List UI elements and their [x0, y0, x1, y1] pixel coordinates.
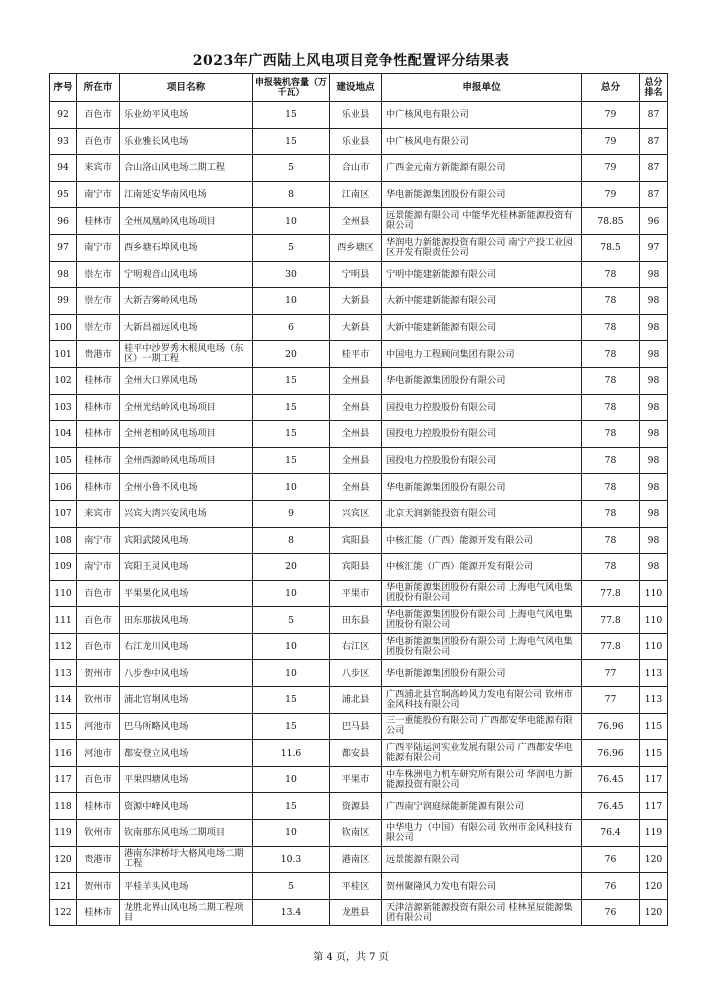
cell-score: 79 [582, 181, 640, 208]
cell-score: 76.45 [582, 793, 640, 820]
cell-location: 西乡塘区 [330, 234, 382, 261]
cell-applicant: 中广核风电有限公司 [382, 128, 582, 155]
cell-capacity: 5 [253, 873, 330, 900]
cell-rank: 97 [640, 234, 668, 261]
table-row [50, 899, 668, 926]
cell-no: 116 [50, 740, 77, 767]
cell-score: 76.45 [582, 766, 640, 793]
cell-location: 宁明县 [330, 261, 382, 288]
table-row [50, 314, 668, 341]
cell-capacity: 13.4 [253, 899, 330, 926]
cell-location: 全州县 [330, 208, 382, 235]
cell-no: 105 [50, 447, 77, 474]
cell-rank: 110 [640, 607, 668, 634]
cell-no: 106 [50, 474, 77, 501]
cell-score: 78.85 [582, 208, 640, 235]
cell-location: 巴马县 [330, 713, 382, 740]
cell-no: 115 [50, 713, 77, 740]
cell-rank: 113 [640, 660, 668, 687]
cell-applicant: 华润电力新能源投资有限公司 南宁产投工业园区开发有限责任公司 [382, 234, 582, 261]
table-row [50, 687, 668, 714]
cell-project: 巴马所略风电场 [120, 713, 253, 740]
cell-no: 111 [50, 607, 77, 634]
cell-rank: 96 [640, 208, 668, 235]
cell-location: 港南区 [330, 846, 382, 873]
cell-city: 崇左市 [77, 288, 120, 315]
cell-project: 平果四塘风电场 [120, 766, 253, 793]
cell-location: 宾阳县 [330, 554, 382, 581]
cell-capacity: 15 [253, 421, 330, 448]
cell-rank: 98 [640, 261, 668, 288]
cell-location: 大新县 [330, 314, 382, 341]
cell-applicant: 中核汇能（广西）能源开发有限公司 [382, 554, 582, 581]
cell-no: 95 [50, 181, 77, 208]
cell-score: 78 [582, 527, 640, 554]
cell-location: 全州县 [330, 367, 382, 394]
cell-applicant: 大新中能建新能源有限公司 [382, 314, 582, 341]
cell-no: 117 [50, 766, 77, 793]
cell-rank: 87 [640, 128, 668, 155]
cell-city: 百色市 [77, 633, 120, 660]
header-score: 总分 [582, 74, 640, 102]
cell-project: 宁明观音山风电场 [120, 261, 253, 288]
table-row [50, 208, 668, 235]
cell-location: 平桂区 [330, 873, 382, 900]
cell-project: 兴宾大湾兴安风电场 [120, 500, 253, 527]
cell-no: 114 [50, 687, 77, 714]
cell-score: 78 [582, 394, 640, 421]
table-row [50, 341, 668, 368]
cell-capacity: 8 [253, 527, 330, 554]
cell-score: 76.96 [582, 740, 640, 767]
cell-capacity: 10 [253, 633, 330, 660]
cell-location: 乐业县 [330, 128, 382, 155]
cell-location: 全州县 [330, 474, 382, 501]
cell-project: 八步巻中风电场 [120, 660, 253, 687]
cell-rank: 98 [640, 314, 668, 341]
cell-applicant: 中车株洲电力机车研究所有限公司 华润电力新能源投资有限公司 [382, 766, 582, 793]
header-rank: 总分排名 [640, 74, 668, 102]
cell-location: 宾阳县 [330, 527, 382, 554]
table-row [50, 554, 668, 581]
table-row [50, 740, 668, 767]
cell-score: 77 [582, 660, 640, 687]
cell-capacity: 10 [253, 474, 330, 501]
cell-capacity: 30 [253, 261, 330, 288]
table-row [50, 474, 668, 501]
cell-location: 全州县 [330, 394, 382, 421]
cell-project: 田东那拔风电场 [120, 607, 253, 634]
table-row [50, 820, 668, 847]
cell-applicant: 中广核风电有限公司 [382, 102, 582, 129]
cell-applicant: 三一重能股份有限公司 广西都安华电能源有限公司 [382, 713, 582, 740]
cell-no: 96 [50, 208, 77, 235]
cell-rank: 98 [640, 341, 668, 368]
cell-capacity: 15 [253, 447, 330, 474]
table-row [50, 128, 668, 155]
cell-score: 76.4 [582, 820, 640, 847]
cell-applicant: 广西南宁润庭绿能新能源有限公司 [382, 793, 582, 820]
cell-project: 乐业雅长风电场 [120, 128, 253, 155]
cell-location: 乐业县 [330, 102, 382, 129]
cell-capacity: 8 [253, 181, 330, 208]
cell-capacity: 5 [253, 234, 330, 261]
cell-capacity: 20 [253, 341, 330, 368]
cell-no: 101 [50, 341, 77, 368]
cell-capacity: 9 [253, 500, 330, 527]
cell-no: 97 [50, 234, 77, 261]
cell-capacity: 15 [253, 793, 330, 820]
cell-location: 平果市 [330, 766, 382, 793]
cell-score: 78 [582, 500, 640, 527]
cell-project: 港南东津桥圩大格风电场二期工程 [120, 846, 253, 873]
header-applicant: 申报单位 [382, 74, 582, 102]
table-row [50, 181, 668, 208]
cell-applicant: 广西金元南方新能源有限公司 [382, 155, 582, 182]
cell-score: 76 [582, 846, 640, 873]
cell-location: 八步区 [330, 660, 382, 687]
cell-rank: 115 [640, 740, 668, 767]
cell-project: 平果果化风电场 [120, 580, 253, 607]
header-project: 项目名称 [120, 74, 253, 102]
cell-project: 平桂羊头风电场 [120, 873, 253, 900]
cell-city: 崇左市 [77, 261, 120, 288]
cell-city: 桂林市 [77, 899, 120, 926]
cell-project: 大新昌福远风电场 [120, 314, 253, 341]
cell-project: 全州凤凰岭风电场项目 [120, 208, 253, 235]
cell-applicant: 天津洁源新能源投资有限公司 桂林星辰能源集团有限公司 [382, 899, 582, 926]
cell-location: 合山市 [330, 155, 382, 182]
cell-city: 桂林市 [77, 421, 120, 448]
cell-city: 来宾市 [77, 155, 120, 182]
cell-applicant: 国投电力控股股份有限公司 [382, 421, 582, 448]
cell-capacity: 15 [253, 687, 330, 714]
cell-capacity: 5 [253, 155, 330, 182]
cell-score: 78 [582, 554, 640, 581]
page-title: 2023年广西陆上风电项目竞争性配置评分结果表 [192, 53, 510, 69]
cell-location: 钦南区 [330, 820, 382, 847]
cell-no: 103 [50, 394, 77, 421]
cell-city: 崇左市 [77, 314, 120, 341]
cell-location: 龙胜县 [330, 899, 382, 926]
cell-applicant: 华电新能源集团股份有限公司 上海电气风电集团股份有限公司 [382, 580, 582, 607]
cell-capacity: 10 [253, 766, 330, 793]
cell-location: 田东县 [330, 607, 382, 634]
cell-rank: 98 [640, 367, 668, 394]
table-row [50, 102, 668, 129]
cell-no: 109 [50, 554, 77, 581]
cell-capacity: 15 [253, 367, 330, 394]
table-row [50, 394, 668, 421]
cell-city: 贵港市 [77, 846, 120, 873]
cell-capacity: 5 [253, 607, 330, 634]
cell-rank: 98 [640, 447, 668, 474]
cell-applicant: 远景能源有限公司 中能华光桂林新能源投资有限公司 [382, 208, 582, 235]
cell-location: 平果市 [330, 580, 382, 607]
cell-city: 百色市 [77, 102, 120, 129]
cell-rank: 110 [640, 580, 668, 607]
table-row [50, 447, 668, 474]
cell-project: 西乡塘石埠风电场 [120, 234, 253, 261]
cell-applicant: 华电新能源集团股份有限公司 [382, 660, 582, 687]
cell-no: 99 [50, 288, 77, 315]
cell-applicant: 北京天润新能投资有限公司 [382, 500, 582, 527]
cell-score: 78.5 [582, 234, 640, 261]
cell-score: 78 [582, 341, 640, 368]
cell-project: 浦北官垌风电场 [120, 687, 253, 714]
cell-rank: 120 [640, 873, 668, 900]
cell-location: 全州县 [330, 421, 382, 448]
cell-rank: 117 [640, 793, 668, 820]
cell-applicant: 广西平陆运河实业发展有限公司 广西都安华电能源有限公司 [382, 740, 582, 767]
cell-project: 钦南那东风电场二期项目 [120, 820, 253, 847]
cell-city: 南宁市 [77, 234, 120, 261]
cell-rank: 120 [640, 846, 668, 873]
cell-no: 121 [50, 873, 77, 900]
cell-city: 钦州市 [77, 820, 120, 847]
cell-no: 122 [50, 899, 77, 926]
header-no: 序号 [50, 74, 77, 102]
cell-no: 108 [50, 527, 77, 554]
results-table [49, 73, 668, 926]
table-header-row [50, 74, 668, 102]
cell-no: 93 [50, 128, 77, 155]
cell-no: 110 [50, 580, 77, 607]
cell-capacity: 10.3 [253, 846, 330, 873]
cell-rank: 115 [640, 713, 668, 740]
cell-applicant: 华电新能源集团股份有限公司 [382, 367, 582, 394]
cell-no: 102 [50, 367, 77, 394]
cell-no: 113 [50, 660, 77, 687]
cell-project: 龙胜北界山风电场二期工程项目 [120, 899, 253, 926]
table-row [50, 766, 668, 793]
cell-score: 78 [582, 261, 640, 288]
cell-score: 79 [582, 102, 640, 129]
cell-location: 大新县 [330, 288, 382, 315]
cell-location: 江南区 [330, 181, 382, 208]
cell-project: 全州小鲁不风电场 [120, 474, 253, 501]
cell-project: 右江龙川风电场 [120, 633, 253, 660]
cell-city: 南宁市 [77, 527, 120, 554]
cell-applicant: 中核汇能（广西）能源开发有限公司 [382, 527, 582, 554]
cell-score: 79 [582, 128, 640, 155]
table-row [50, 421, 668, 448]
cell-project: 资源中峰风电场 [120, 793, 253, 820]
cell-rank: 98 [640, 421, 668, 448]
cell-project: 江南延安华南风电场 [120, 181, 253, 208]
cell-capacity: 10 [253, 660, 330, 687]
table-row [50, 261, 668, 288]
cell-city: 桂林市 [77, 394, 120, 421]
cell-rank: 98 [640, 527, 668, 554]
cell-score: 76 [582, 873, 640, 900]
table-row [50, 288, 668, 315]
cell-score: 77.8 [582, 580, 640, 607]
cell-city: 贺州市 [77, 660, 120, 687]
table-row [50, 234, 668, 261]
cell-capacity: 15 [253, 713, 330, 740]
cell-capacity: 10 [253, 820, 330, 847]
cell-project: 全州光结岭风电场项目 [120, 394, 253, 421]
cell-score: 78 [582, 447, 640, 474]
cell-score: 76 [582, 899, 640, 926]
cell-capacity: 10 [253, 208, 330, 235]
cell-rank: 98 [640, 474, 668, 501]
cell-capacity: 11.6 [253, 740, 330, 767]
cell-score: 79 [582, 155, 640, 182]
cell-project: 全州西源岭风电场项目 [120, 447, 253, 474]
cell-no: 118 [50, 793, 77, 820]
table-row [50, 793, 668, 820]
cell-capacity: 15 [253, 102, 330, 129]
cell-applicant: 中国电力工程顾问集团有限公司 [382, 341, 582, 368]
cell-no: 107 [50, 500, 77, 527]
cell-city: 桂林市 [77, 793, 120, 820]
cell-project: 大新吉雾岭风电场 [120, 288, 253, 315]
cell-rank: 110 [640, 633, 668, 660]
cell-city: 钦州市 [77, 687, 120, 714]
cell-score: 77.8 [582, 607, 640, 634]
cell-city: 百色市 [77, 766, 120, 793]
cell-applicant: 大新中能建新能源有限公司 [382, 288, 582, 315]
cell-rank: 87 [640, 155, 668, 182]
cell-score: 77.8 [582, 633, 640, 660]
table-row [50, 873, 668, 900]
cell-rank: 113 [640, 687, 668, 714]
cell-capacity: 10 [253, 288, 330, 315]
cell-location: 右江区 [330, 633, 382, 660]
cell-score: 78 [582, 288, 640, 315]
cell-rank: 117 [640, 766, 668, 793]
cell-applicant: 贺州聚隆风力发电有限公司 [382, 873, 582, 900]
table-row [50, 633, 668, 660]
cell-no: 119 [50, 820, 77, 847]
cell-capacity: 10 [253, 580, 330, 607]
table-row [50, 660, 668, 687]
header-city: 所在市 [77, 74, 120, 102]
table-row [50, 500, 668, 527]
cell-no: 92 [50, 102, 77, 129]
cell-city: 南宁市 [77, 181, 120, 208]
cell-applicant: 华电新能源集团股份有限公司 上海电气风电集团股份有限公司 [382, 607, 582, 634]
cell-capacity: 15 [253, 128, 330, 155]
cell-location: 桂平市 [330, 341, 382, 368]
cell-location: 浦北县 [330, 687, 382, 714]
table-body [50, 102, 668, 926]
cell-city: 南宁市 [77, 554, 120, 581]
cell-city: 桂林市 [77, 208, 120, 235]
cell-score: 78 [582, 314, 640, 341]
cell-rank: 119 [640, 820, 668, 847]
table-row [50, 580, 668, 607]
cell-capacity: 6 [253, 314, 330, 341]
cell-project: 桂平中沙罗秀木根风电场（东区）一期工程 [120, 341, 253, 368]
table-row [50, 527, 668, 554]
cell-no: 94 [50, 155, 77, 182]
cell-no: 98 [50, 261, 77, 288]
header-location: 建设地点 [330, 74, 382, 102]
cell-applicant: 宁明中能建新能源有限公司 [382, 261, 582, 288]
table-row [50, 846, 668, 873]
cell-rank: 98 [640, 288, 668, 315]
table-row [50, 367, 668, 394]
cell-project: 全州大口界风电场 [120, 367, 253, 394]
cell-applicant: 华电新能源集团股份有限公司 [382, 181, 582, 208]
cell-applicant: 远景能源有限公司 [382, 846, 582, 873]
cell-city: 百色市 [77, 607, 120, 634]
cell-applicant: 中华电力（中国）有限公司 钦州市金风科技有限公司 [382, 820, 582, 847]
cell-applicant: 国投电力控股股份有限公司 [382, 394, 582, 421]
cell-rank: 87 [640, 181, 668, 208]
cell-rank: 98 [640, 500, 668, 527]
cell-rank: 98 [640, 554, 668, 581]
cell-applicant: 国投电力控股股份有限公司 [382, 447, 582, 474]
cell-applicant: 广西浦北县官垌高岭风力发电有限公司 钦州市金风科技有限公司 [382, 687, 582, 714]
table-row [50, 713, 668, 740]
cell-capacity: 20 [253, 554, 330, 581]
cell-score: 78 [582, 421, 640, 448]
cell-rank: 98 [640, 394, 668, 421]
cell-city: 百色市 [77, 580, 120, 607]
cell-project: 全州老相岭风电场项目 [120, 421, 253, 448]
table-row [50, 607, 668, 634]
cell-location: 资源县 [330, 793, 382, 820]
cell-location: 都安县 [330, 740, 382, 767]
cell-score: 77 [582, 687, 640, 714]
cell-project: 宾阳武陵风电场 [120, 527, 253, 554]
cell-project: 合山洛山风电场二期工程 [120, 155, 253, 182]
cell-city: 百色市 [77, 128, 120, 155]
cell-applicant: 华电新能源集团股份有限公司 [382, 474, 582, 501]
page-footer: 第 4 页，共 7 页 [313, 952, 389, 963]
header-capacity: 申报装机容量（万千瓦） [253, 74, 330, 102]
cell-capacity: 15 [253, 394, 330, 421]
cell-rank: 120 [640, 899, 668, 926]
cell-city: 来宾市 [77, 500, 120, 527]
cell-score: 78 [582, 474, 640, 501]
cell-no: 112 [50, 633, 77, 660]
cell-score: 76.96 [582, 713, 640, 740]
cell-city: 河池市 [77, 740, 120, 767]
cell-project: 宾阳王灵风电场 [120, 554, 253, 581]
cell-no: 120 [50, 846, 77, 873]
cell-applicant: 华电新能源集团股份有限公司 上海电气风电集团股份有限公司 [382, 633, 582, 660]
cell-location: 兴宾区 [330, 500, 382, 527]
cell-project: 都安登立风电场 [120, 740, 253, 767]
cell-project: 乐业幼平风电场 [120, 102, 253, 129]
cell-city: 贺州市 [77, 873, 120, 900]
table-row [50, 155, 668, 182]
cell-no: 104 [50, 421, 77, 448]
cell-city: 河池市 [77, 713, 120, 740]
cell-city: 桂林市 [77, 447, 120, 474]
cell-city: 桂林市 [77, 367, 120, 394]
cell-no: 100 [50, 314, 77, 341]
cell-score: 78 [582, 367, 640, 394]
cell-city: 桂林市 [77, 474, 120, 501]
cell-rank: 87 [640, 102, 668, 129]
cell-location: 全州县 [330, 447, 382, 474]
cell-city: 贵港市 [77, 341, 120, 368]
